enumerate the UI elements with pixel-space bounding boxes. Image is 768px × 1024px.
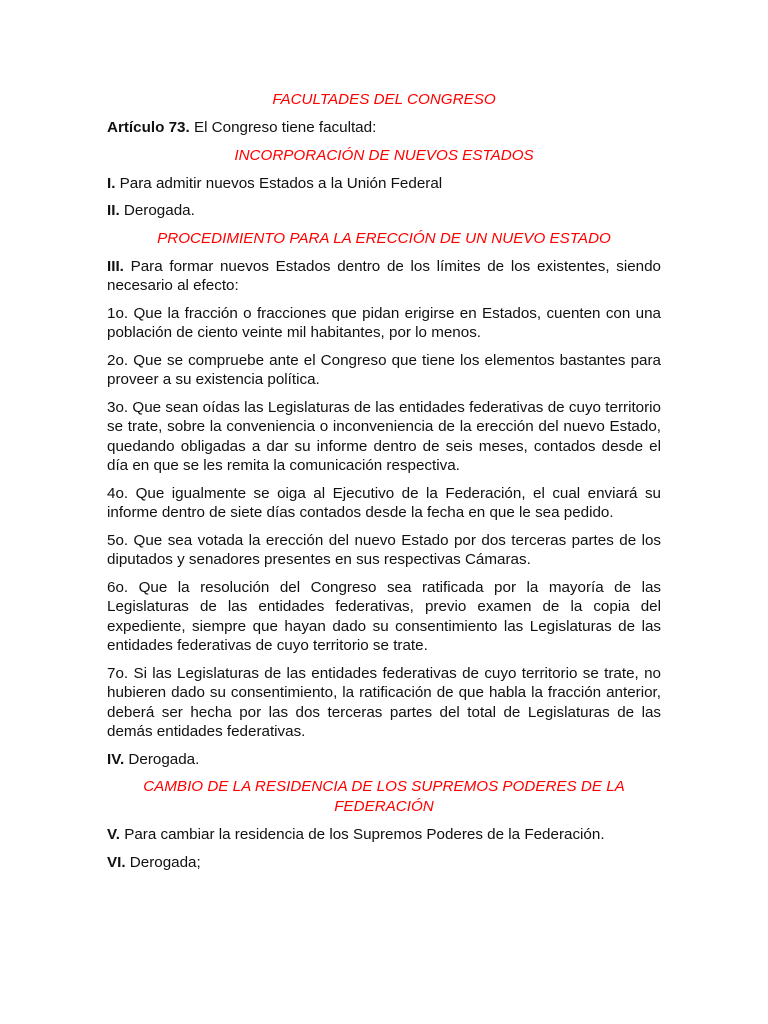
fraction-text: Derogada; — [125, 853, 201, 871]
fraction-v — [107, 825, 661, 845]
article-line — [107, 118, 661, 138]
article-text: El Congreso tiene facultad: — [189, 119, 377, 136]
section-heading-cambio-residencia — [107, 777, 661, 817]
fraction-text: Para cambiar la residencia de los Supremos Poderes de la Federación. — [119, 826, 605, 843]
requirement-4: 4o. Que igualmente se oiga al Ejecutivo de la Federación, el cual enviará su informe dentro de siete días contados desde la fecha en que le sea pedido. — [107, 484, 661, 521]
requirement-6: 6o. Que la resolución del Congreso sea ratificada por la mayoría de las Legislaturas de las entidades federativas, previo examen de la copia del expediente, siempre que hayan dado su consentimiento las Legislaturas de las entidades federativas de cuyo territorio se trate. — [107, 578, 661, 654]
requirement-5: 5o. Que sea votada la erección del nuevo Estado por dos terceras partes de los diputados y senadores presentes en sus respectivas Cámaras. — [107, 531, 661, 568]
fraction-number: I. — [107, 174, 116, 192]
document-body — [107, 90, 661, 880]
section-heading-procedimiento: PROCEDIMIENTO PARA LA ERECCIÓN DE UN NUEVO ESTADO — [157, 229, 611, 247]
article-label: Artículo 73. — [107, 119, 190, 136]
fraction-number: III. — [107, 257, 124, 275]
requirement-7: 7o. Si las Legislaturas de las entidades federativas de cuyo territorio se trate, no hubieren dado su consentimiento, la ratificación de que habla la fracción anterior, deberá ser hecha por las dos terceras partes del total de Legislaturas de las demás entidades federativas. — [107, 664, 661, 740]
fraction-ii — [107, 201, 661, 221]
document-title: FACULTADES DEL CONGRESO — [272, 91, 496, 108]
requirement-2: 2o. Que se compruebe ante el Congreso que tiene los elementos bastantes para proveer a su existencia política. — [107, 351, 661, 388]
fraction-vi — [107, 853, 661, 873]
fraction-number: V. — [107, 826, 120, 843]
heading-line: CAMBIO DE LA RESIDENCIA DE LOS SUPREMOS PODERES DE LA — [143, 778, 625, 795]
requirement-3: 3o. Que sean oídas las Legislaturas de las entidades federativas de cuyo territorio se trate, sobre la conveniencia o inconveniencia de la erección del nuevo Estado, quedando obligadas a dar su informe dentro de seis meses, contados desde el día en que se les remita la comunicación respectiva. — [107, 398, 661, 474]
heading-line: FEDERACIÓN — [334, 798, 434, 815]
requirement-1: 1o. Que la fracción o fracciones que pidan erigirse en Estados, cuenten con una población de ciento veinte mil habitantes, por lo menos. — [107, 304, 661, 341]
fraction-text: Derogada. — [119, 202, 195, 219]
fraction-text: Derogada. — [124, 750, 200, 768]
fraction-number: VI. — [107, 853, 126, 871]
fraction-number: IV. — [107, 750, 125, 768]
fraction-text: Para admitir nuevos Estados a la Unión Federal — [115, 174, 443, 192]
fraction-text: Para formar nuevos Estados dentro de los límites de los existentes, siendo necesario al efecto: — [107, 257, 661, 294]
section-heading-incorporacion: INCORPORACIÓN DE NUEVOS ESTADOS — [234, 146, 534, 164]
fraction-number: II. — [107, 202, 120, 219]
fraction-iv — [107, 750, 661, 770]
fraction-iii — [107, 257, 661, 296]
fraction-i — [107, 174, 661, 194]
